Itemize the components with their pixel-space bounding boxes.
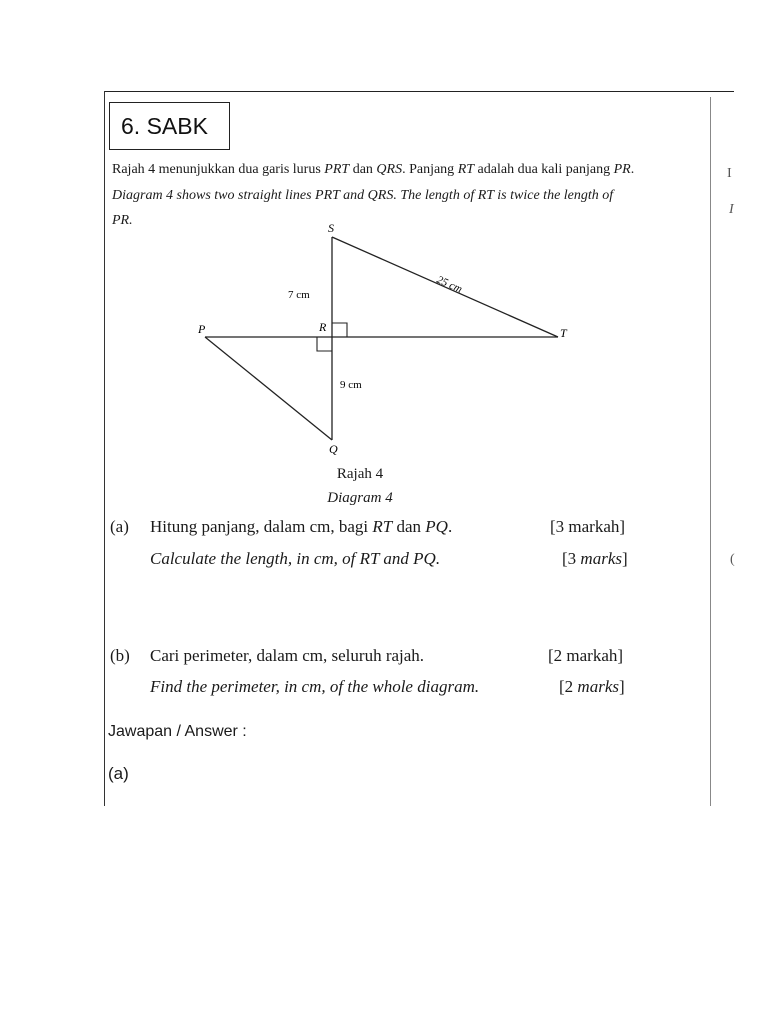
intro-english-line-1: Diagram 4 shows two straight lines PRT and QRS. The length of RT is twice the length of [112,188,614,203]
question-b-marks-malay: [2 markah] [548,646,624,665]
question-b-english: Find the perimeter, in cm, of the whole diagram. [150,677,480,696]
right-edge-fragment: I [729,202,734,217]
right-edge-fragment: ( [730,552,735,567]
figure-caption-english: Diagram 4 [327,490,393,506]
question-b-label: (b) [110,646,130,665]
answer-part-a-label: (a) [108,764,129,783]
question-a-malay: Hitung panjang, dalam cm, bagi RT dan PQ. [150,517,453,536]
question-b-marks-english: [2 marks] [559,677,625,696]
right-angle-marker-lower [317,337,332,351]
intro-malay: Rajah 4 menunjukkan dua garis lurus PRT dan QRS. Panjang RT adalah dua kali panjang PR. [112,162,635,177]
question-title: 6. SABK [109,102,230,150]
length-label-sr: 7 cm [288,289,310,301]
question-a-english: Calculate the length, in cm, of RT and PQ. [150,549,441,568]
question-b-malay: Cari perimeter, dalam cm, seluruh rajah. [150,646,425,665]
point-label-p: P [198,322,206,336]
length-label-rq: 9 cm [340,379,362,391]
question-a-marks-malay: [3 markah] [550,517,626,536]
length-label-st: 25 cm [434,273,464,296]
point-label-t: T [560,326,567,340]
diagram-4-figure [190,220,590,470]
frame-right-border [710,97,711,806]
frame-left-border [104,91,105,806]
intro-english-line-2: PR. [112,213,133,228]
line-pq [205,337,332,440]
point-label-q: Q [329,442,338,456]
figure-caption-malay: Rajah 4 [336,466,384,482]
question-a-label: (a) [110,517,129,536]
frame-top-border [104,91,734,92]
point-label-r: R [319,320,327,334]
point-label-s: S [328,221,334,235]
question-a-marks-english: [3 marks] [562,549,628,568]
answer-heading: Jawapan / Answer : [108,723,247,740]
right-angle-marker-upper [332,323,347,337]
right-edge-fragment: I [727,166,732,181]
